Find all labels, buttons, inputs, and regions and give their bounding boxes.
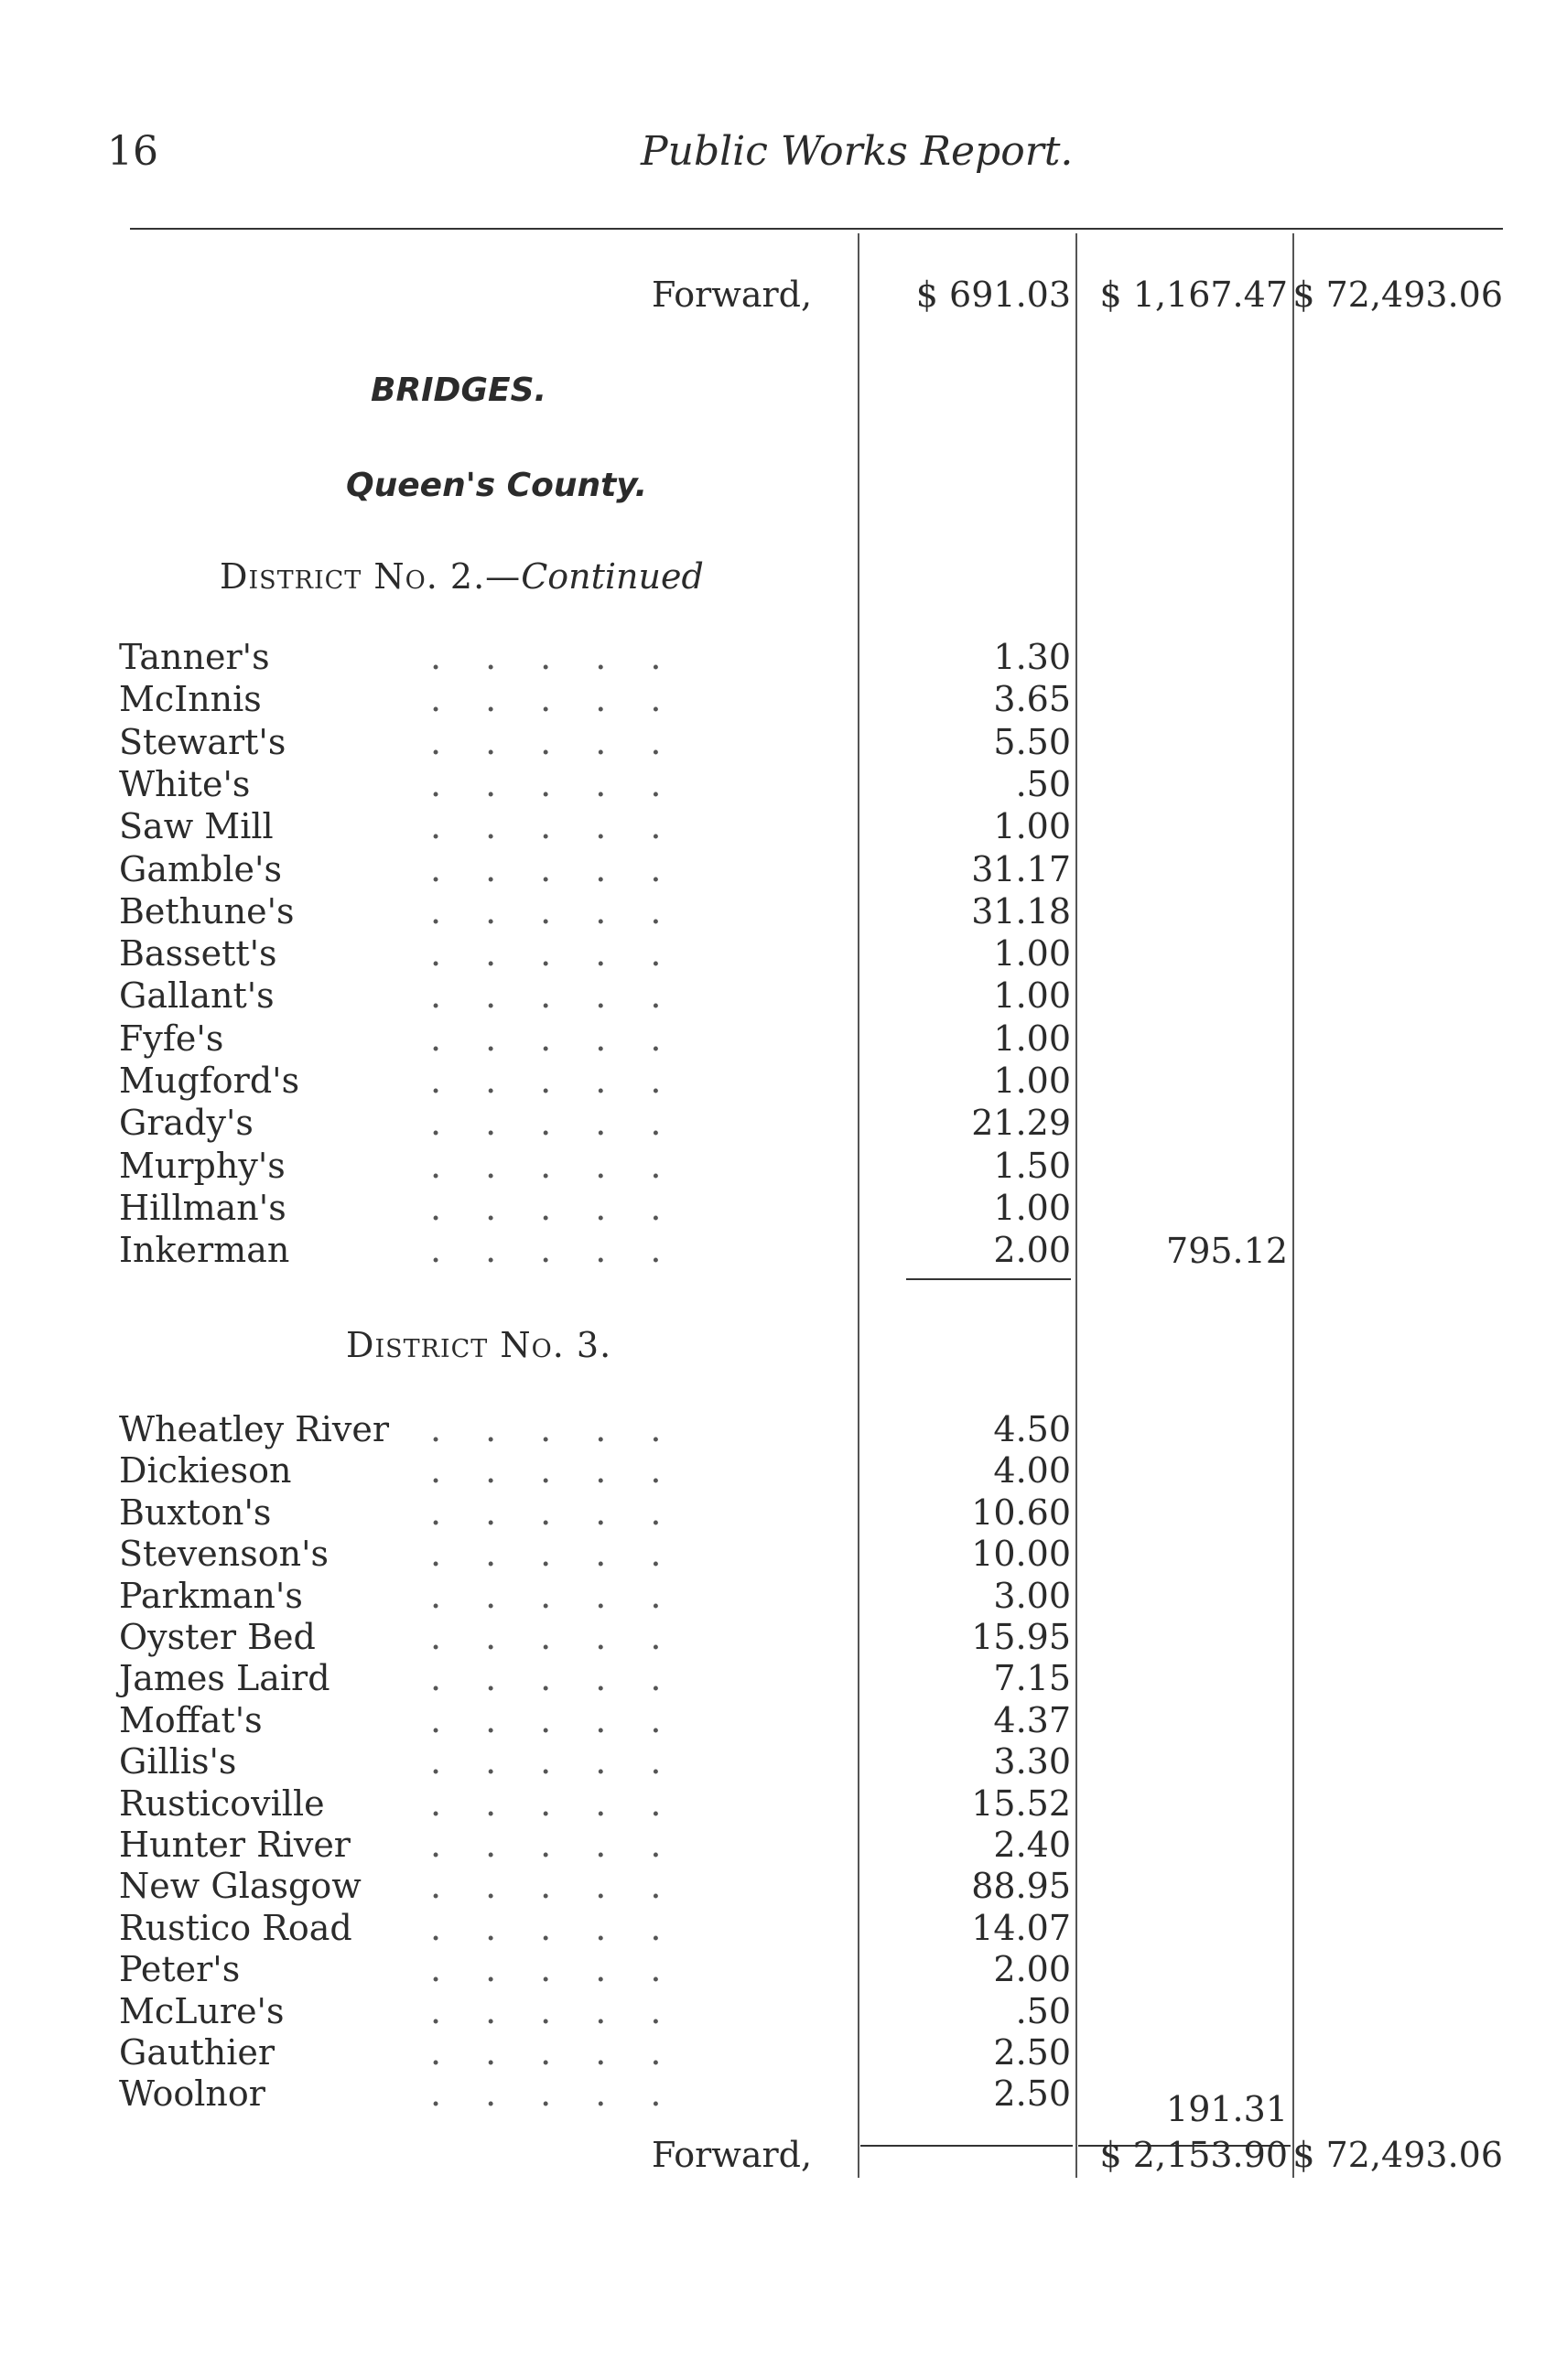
page-number: 16 bbox=[107, 128, 158, 175]
list-item-name: McLure's bbox=[119, 1990, 285, 2031]
leader-dots: ..... bbox=[430, 1534, 706, 1575]
forward-col1-top: $ 691.03 bbox=[915, 275, 1071, 315]
list-item-name: Bethune's bbox=[119, 890, 295, 932]
column-divider-2 bbox=[1075, 233, 1077, 2178]
list-item-name: Parkman's bbox=[119, 1575, 303, 1616]
section-title: BRIDGES. bbox=[371, 372, 547, 409]
list-item-amount: 1.00 bbox=[993, 933, 1071, 975]
list-item-name: Dickieson bbox=[119, 1450, 292, 1492]
list-item-amount: 3.30 bbox=[993, 1741, 1071, 1782]
forward-col3-bottom: $ 72,493.06 bbox=[1292, 2135, 1503, 2175]
list-item-name: Moffat's bbox=[119, 1699, 263, 1740]
list-item-amount: 1.00 bbox=[993, 975, 1071, 1017]
leader-dots: ..... bbox=[430, 2073, 706, 2115]
list-item-name: Rustico Road bbox=[119, 1907, 352, 1948]
district-2-total: 795.12 bbox=[1166, 1231, 1288, 1271]
list-item-amount: 7.15 bbox=[993, 1658, 1071, 1699]
leader-dots: ..... bbox=[430, 1145, 706, 1186]
leader-dots: ..... bbox=[430, 1575, 706, 1616]
list-item-amount: 3.00 bbox=[993, 1575, 1071, 1616]
list-item-name: Stevenson's bbox=[119, 1534, 330, 1575]
list-item-amount: 2.00 bbox=[993, 1230, 1071, 1271]
list-item-amount: 1.00 bbox=[993, 806, 1071, 847]
leader-dots: ..... bbox=[430, 933, 706, 975]
list-item-name: Oyster Bed bbox=[119, 1617, 316, 1657]
forward-label-top: Forward, bbox=[652, 275, 813, 315]
leader-dots: ..... bbox=[430, 1741, 706, 1782]
leader-dots: ..... bbox=[430, 1658, 706, 1699]
list-item-amount: 4.37 bbox=[993, 1699, 1071, 1740]
list-item-name: Fyfe's bbox=[119, 1018, 224, 1059]
list-item-name: Hunter River bbox=[119, 1825, 351, 1865]
top-rule bbox=[130, 228, 1503, 230]
list-item-name: Wheatley River bbox=[119, 1409, 390, 1449]
leader-dots: ..... bbox=[430, 806, 706, 847]
list-item-name: New Glasgow bbox=[119, 1866, 362, 1907]
leader-dots: ..... bbox=[430, 1990, 706, 2031]
district-2-subtotal-rule bbox=[906, 1278, 1071, 1280]
leader-dots: ..... bbox=[430, 1492, 706, 1533]
list-item-amount: 1.30 bbox=[993, 637, 1071, 677]
list-item-amount: 2.00 bbox=[993, 1949, 1071, 1990]
leader-dots: ..... bbox=[430, 1782, 706, 1824]
list-item-amount: 2.50 bbox=[993, 2032, 1071, 2073]
list-item-name: White's bbox=[119, 763, 251, 804]
leader-dots: ..... bbox=[430, 637, 706, 677]
leader-dots: ..... bbox=[430, 1617, 706, 1657]
district-3-total: 191.31 bbox=[1166, 2089, 1288, 2129]
list-item-name: Tanner's bbox=[119, 637, 270, 677]
list-item-amount: 10.00 bbox=[971, 1534, 1071, 1575]
list-item-amount: 1.00 bbox=[993, 1018, 1071, 1059]
list-item-amount: 4.50 bbox=[993, 1409, 1071, 1449]
column-divider-1 bbox=[858, 233, 859, 2178]
leader-dots: ..... bbox=[430, 1450, 706, 1492]
district-2-title-suffix: Continued bbox=[521, 556, 704, 597]
list-item-amount: 1.00 bbox=[993, 1061, 1071, 1101]
leader-dots: ..... bbox=[430, 848, 706, 889]
leader-dots: ..... bbox=[430, 1907, 706, 1948]
list-item-amount: 2.50 bbox=[993, 2073, 1071, 2115]
leader-dots: ..... bbox=[430, 1866, 706, 1907]
page-title: Public Works Report. bbox=[641, 128, 1074, 175]
leader-dots: ..... bbox=[430, 2032, 706, 2073]
list-item-name: Murphy's bbox=[119, 1145, 286, 1186]
leader-dots: ..... bbox=[430, 1949, 706, 1990]
leader-dots: ..... bbox=[430, 1230, 706, 1271]
forward-col2-bottom: $ 2,153.90 bbox=[1099, 2135, 1288, 2175]
list-item-name: Inkerman bbox=[119, 1230, 290, 1271]
list-item-amount: 1.00 bbox=[993, 1187, 1071, 1228]
list-item-name: Gillis's bbox=[119, 1741, 237, 1782]
leader-dots: ..... bbox=[430, 1103, 706, 1144]
list-item-amount: 4.00 bbox=[993, 1450, 1071, 1492]
list-item-name: Gallant's bbox=[119, 975, 275, 1017]
list-item-name: Hillman's bbox=[119, 1187, 286, 1228]
leader-dots: ..... bbox=[430, 1699, 706, 1740]
district-3-subtotal-rule bbox=[860, 2145, 1073, 2147]
district-3-title: District No. 3. bbox=[346, 1325, 612, 1365]
leader-dots: ..... bbox=[430, 1409, 706, 1449]
leader-dots: ..... bbox=[430, 721, 706, 762]
forward-label-bottom: Forward, bbox=[652, 2135, 813, 2175]
leader-dots: ..... bbox=[430, 763, 706, 804]
forward-col3-top: $ 72,493.06 bbox=[1292, 275, 1503, 315]
list-item-name: McInnis bbox=[119, 679, 262, 720]
list-item-name: Buxton's bbox=[119, 1492, 272, 1533]
list-item-name: James Laird bbox=[119, 1658, 330, 1699]
list-item-name: Saw Mill bbox=[119, 806, 274, 847]
list-item-name: Gamble's bbox=[119, 848, 282, 889]
list-item-name: Peter's bbox=[119, 1949, 241, 1990]
district-2-title-prefix: District No. 2.— bbox=[220, 556, 522, 597]
list-item-name: Grady's bbox=[119, 1103, 254, 1144]
leader-dots: ..... bbox=[430, 975, 706, 1017]
list-item-name: Bassett's bbox=[119, 933, 277, 975]
leader-dots: ..... bbox=[430, 1825, 706, 1865]
leader-dots: ..... bbox=[430, 890, 706, 932]
list-item-amount: 2.40 bbox=[993, 1825, 1071, 1865]
list-item-name: Woolnor bbox=[119, 2073, 265, 2115]
leader-dots: ..... bbox=[430, 679, 706, 720]
list-item-amount: 88.95 bbox=[971, 1866, 1071, 1907]
list-item-amount: 31.17 bbox=[971, 848, 1071, 889]
list-item-amount: 31.18 bbox=[971, 890, 1071, 932]
list-item-amount: 3.65 bbox=[993, 679, 1071, 720]
list-item-name: Rusticoville bbox=[119, 1782, 325, 1824]
list-item-amount: 10.60 bbox=[971, 1492, 1071, 1533]
list-item-name: Gauthier bbox=[119, 2032, 276, 2073]
leader-dots: ..... bbox=[430, 1187, 706, 1228]
district-2-title bbox=[220, 556, 704, 597]
list-item-amount: 21.29 bbox=[971, 1103, 1071, 1144]
list-item-amount: 15.52 bbox=[971, 1782, 1071, 1824]
list-item-amount: 1.50 bbox=[993, 1145, 1071, 1186]
column-divider-3 bbox=[1292, 233, 1294, 2178]
forward-col2-top: $ 1,167.47 bbox=[1099, 275, 1288, 315]
list-item-amount: 14.07 bbox=[971, 1907, 1071, 1948]
list-item-amount: 15.95 bbox=[971, 1617, 1071, 1657]
leader-dots: ..... bbox=[430, 1018, 706, 1059]
list-item-amount: .50 bbox=[1015, 763, 1071, 804]
leader-dots: ..... bbox=[430, 1061, 706, 1101]
list-item-amount: .50 bbox=[1015, 1990, 1071, 2031]
list-item-amount: 5.50 bbox=[993, 721, 1071, 762]
list-item-name: Stewart's bbox=[119, 721, 286, 762]
county-title: Queen's County. bbox=[346, 467, 648, 504]
list-item-name: Mugford's bbox=[119, 1061, 300, 1101]
